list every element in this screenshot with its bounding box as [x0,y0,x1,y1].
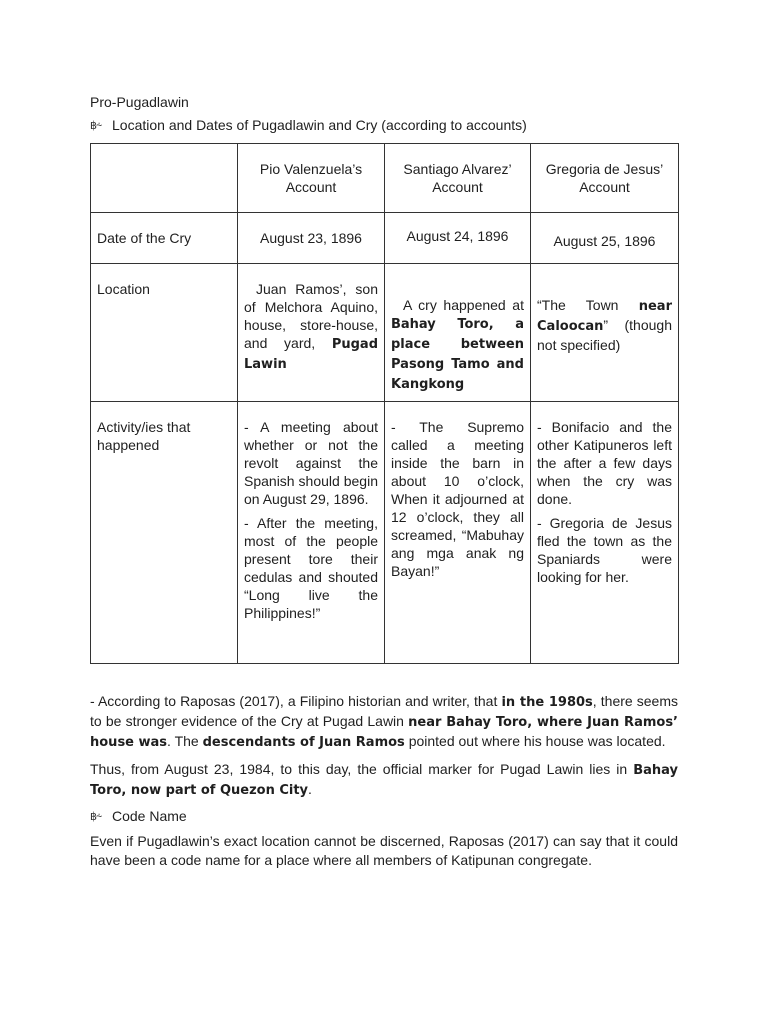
paragraph-raposas [90,692,678,752]
para-bold-text: descendants of Juan Ramos [202,735,405,750]
cell-text: ” (though not specified) [537,317,672,353]
cell-bold-text: Pugad Lawin [244,337,378,372]
row-label: Date of the Cry [91,213,238,264]
document-page [90,93,678,878]
table-cell [531,264,679,402]
para-text: . The [167,733,203,749]
row-label: Activity/ies that happened [91,402,238,664]
table-cell: August 25, 1896 [531,213,679,264]
para-bold-text: in the 1980s [501,695,593,710]
document-title: Pro-Pugadlawin [90,94,189,110]
cell-bold-text: near Caloocan [537,299,672,334]
table-header-cell: Pio Valenzuela’s Account [238,144,385,213]
section-heading-code-name [90,808,678,824]
table-cell: August 23, 1896 [238,213,385,264]
para-bold-text: near Bahay Toro, where Juan Ramos’ house was [90,715,678,750]
para-text: Thus, from August 23, 1984, to this day, the official marker for Pugad Lawin lies in [90,761,634,777]
cell-bold-text: Bahay Toro, a place between Pasong Tamo and Kangkong [391,317,524,392]
table-cell: August 24, 1896 [385,213,531,264]
paragraph-code-name: Even if Pugadlawin’s exact location cannot be discerned, Raposas (2017) can say that it could have been a code name for a place where all members of Katipunan congregate. [90,833,678,868]
table-cell [385,402,531,664]
cell-text: A cry happened at [403,297,524,313]
bullet-icon: ฿⸞ [90,119,102,132]
table-header-cell: Santiago Alvarez’ Account [385,144,531,213]
para-text: , there seems to be stronger evidence of the Cry at Pugad Lawin [90,693,678,729]
table-cell [531,402,679,664]
section-heading-text: Location and Dates of Pugadlawin and Cry (according to accounts) [112,117,527,133]
table-header-row [91,144,679,213]
para-text: . [308,781,312,797]
table-row [91,213,679,264]
cell-text: “The Town [537,297,639,313]
table-header-cell [91,144,238,213]
cell-paragraph: - A meeting about whether or not the revolt against the Spanish should begin on August 29, 1896. [244,419,378,507]
section-heading-text: Code Name [112,808,187,824]
accounts-table [90,143,679,664]
para-text: - According to Raposas (2017), a Filipino historian and writer, that [90,693,502,709]
table-cell [238,402,385,664]
table-row [91,402,679,664]
cell-paragraph: - After the meeting, most of the people present tore their cedulas and shouted “Long live the Philippines!” [244,515,378,621]
table-cell [385,264,531,402]
para-text: pointed out where his house was located. [404,733,666,749]
table-cell [238,264,385,402]
section-heading-location-dates [90,117,678,133]
cell-paragraph: - Bonifacio and the other Katipuneros left the after a few days when the cry was done. [537,419,672,507]
para-bold-text: Bahay Toro, now part of Quezon City [90,763,678,798]
paragraph-marker [90,760,678,800]
bullet-icon: ฿⸞ [90,810,102,823]
cell-paragraph: - Gregoria de Jesus fled the town as the Spaniards were looking for her. [537,515,672,585]
cell-text: Juan Ramos’, son of Melchora Aquino, house, store-house, and yard, [244,281,378,351]
cell-paragraph: - The Supremo called a meeting inside the barn in about 10 o’clock, When it adjourned at 12 o’clock, they all screamed, “Mabuhay ang mga anak ng Bayan!” [391,419,524,579]
table-row [91,264,679,402]
table-header-cell: Gregoria de Jesus’ Account [531,144,679,213]
row-label: Location [91,264,238,402]
